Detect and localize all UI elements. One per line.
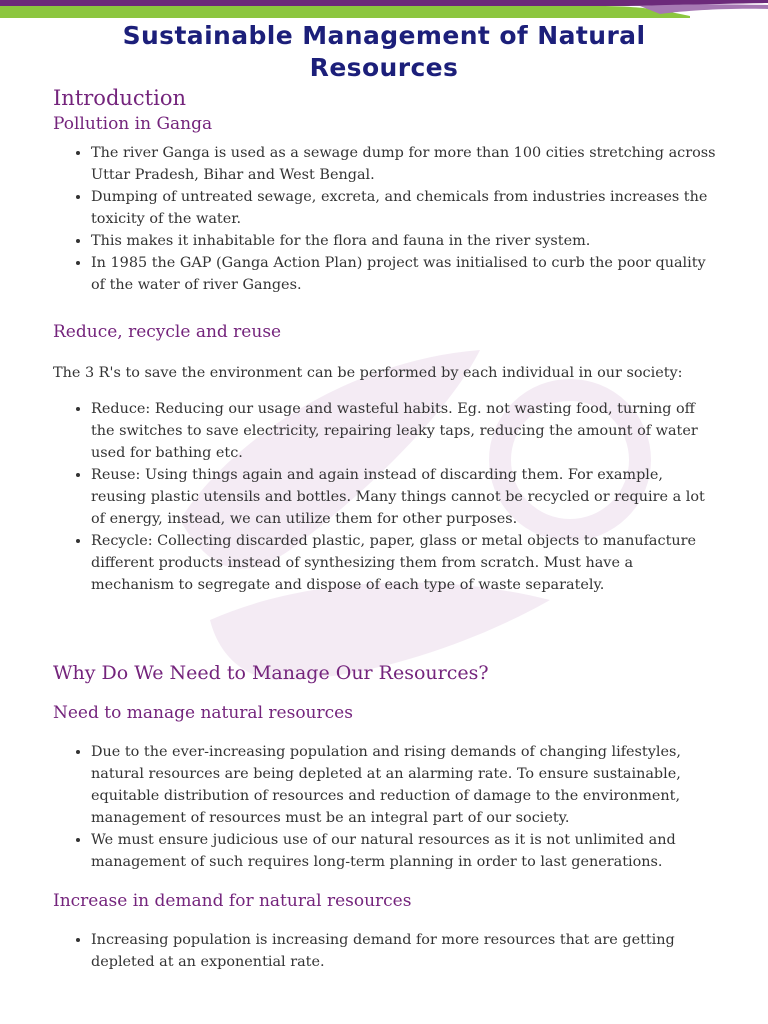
list-item: • The river Ganga is used as a sewage dump for more than 100 cities stretching across Uttar Pradesh, Bihar and West Bengal. — [91, 142, 718, 186]
page-title-line-1: Sustainable Management of Natural — [122, 21, 646, 50]
need-to-manage-heading: Need to manage natural resources — [53, 703, 353, 723]
introduction-heading: Introduction — [53, 86, 186, 110]
header-band — [0, 0, 768, 20]
need-to-manage-list — [53, 741, 718, 873]
list-item: • Due to the ever-increasing population and rising demands of changing lifestyles, natural resources are being depleted at an alarming rate. To ensure sustainable, equitable distribution of resources and reduction of damage to the environment, management of resources must be an integral part of our society. — [91, 741, 718, 829]
page-title-line-2: Resources — [309, 53, 459, 82]
why-manage-resources-heading: Why Do We Need to Manage Our Resources? — [53, 662, 489, 684]
rrr-list — [53, 398, 718, 596]
ganga-pollution-list — [53, 142, 718, 296]
list-item: • This makes it inhabitable for the flora and fauna in the river system. — [91, 230, 718, 252]
list-item: • Increasing population is increasing demand for more resources that are getting depleted at an exponential rate. — [91, 929, 718, 973]
increase-in-demand-list — [53, 929, 718, 973]
document-body — [53, 84, 718, 973]
increase-in-demand-heading: Increase in demand for natural resources — [53, 891, 412, 911]
pollution-in-ganga-heading: Pollution in Ganga — [53, 114, 213, 134]
page-title — [0, 20, 768, 84]
list-item: • Recycle: Collecting discarded plastic, paper, glass or metal objects to manufacture different products instead of synthesizing them from scratch. Must have a mechanism to segregate and dispose of each type of waste separately. — [91, 530, 718, 596]
list-item: • We must ensure judicious use of our natural resources as it is not unlimited and management of such requires long-term planning in order to last generations. — [91, 829, 718, 873]
list-item: • Reduce: Reducing our usage and wasteful habits. Eg. not wasting food, turning off the switches to save electricity, repairing leaky taps, reducing the amount of water used for bathing etc. — [91, 398, 718, 464]
list-item: • Reuse: Using things again and again instead of discarding them. For example, reusing plastic utensils and bottles. Many things cannot be recycled or require a lot of energy, instead, we can utilize them for other purposes. — [91, 464, 718, 530]
list-item: • In 1985 the GAP (Ganga Action Plan) project was initialised to curb the poor quality of the water of river Ganges. — [91, 252, 718, 296]
rrr-intro-paragraph: The 3 R's to save the environment can be performed by each individual in our society: — [53, 365, 683, 381]
list-item: • Dumping of untreated sewage, excreta, and chemicals from industries increases the toxicity of the water. — [91, 186, 718, 230]
reduce-recycle-reuse-heading: Reduce, recycle and reuse — [53, 322, 282, 342]
